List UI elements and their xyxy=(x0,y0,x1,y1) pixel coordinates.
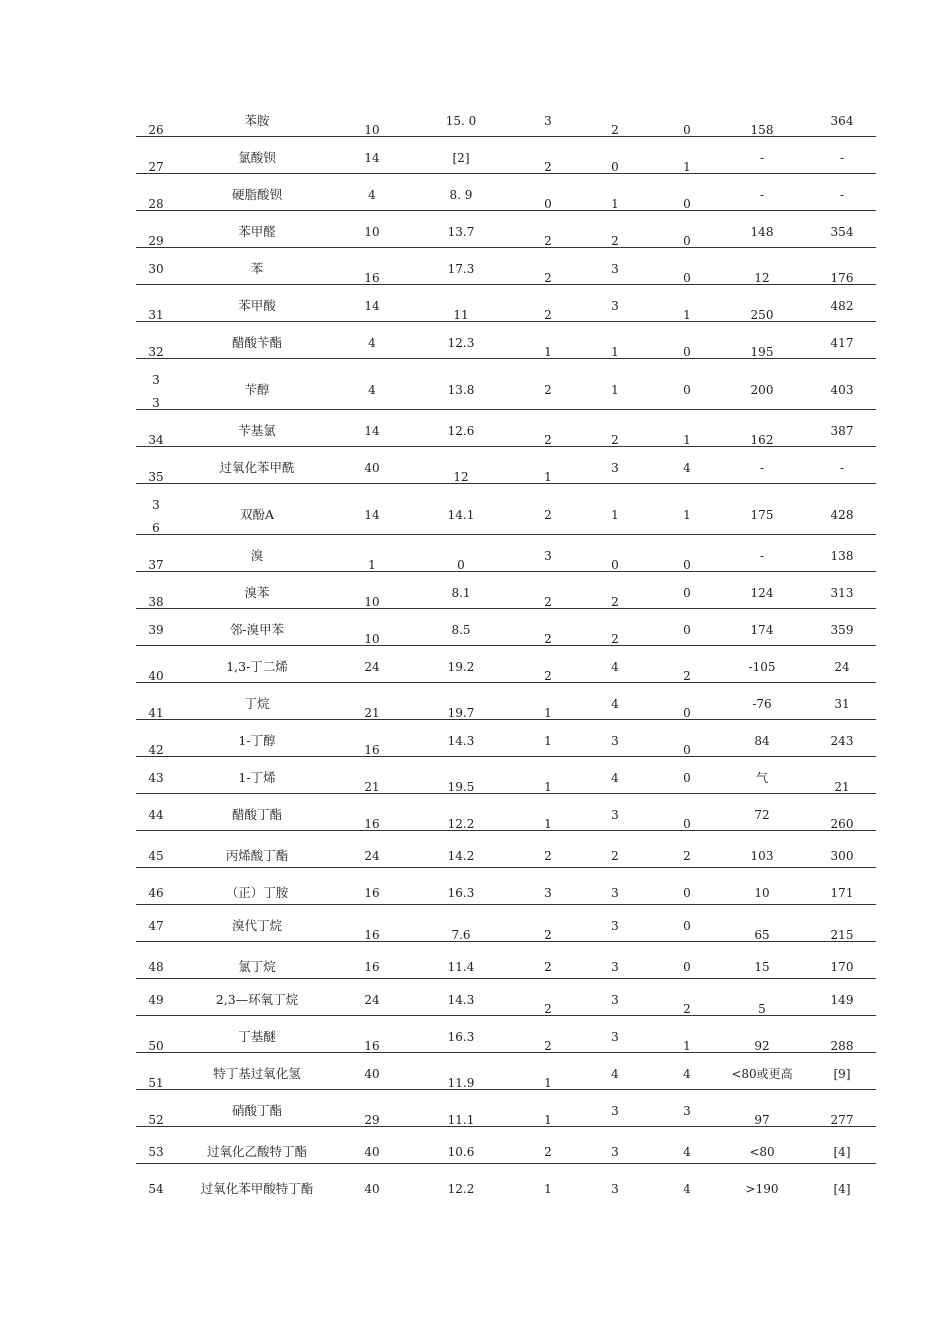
col-value-1: 40 xyxy=(364,461,380,475)
col-value-7: 359 xyxy=(830,623,854,637)
col-value-5: 4 xyxy=(683,1145,691,1159)
col-value-2: 16.3 xyxy=(447,886,475,900)
col-value-3: 1 xyxy=(544,817,552,831)
substance-name: 过氧化乙酸特丁酯 xyxy=(206,1144,308,1159)
col-value-2: 8. 9 xyxy=(449,188,473,202)
col-value-7: [4] xyxy=(833,1145,851,1159)
substance-name: 过氧化苯甲酸特丁酯 xyxy=(200,1181,314,1196)
col-value-1: 40 xyxy=(364,1145,380,1159)
col-value-4: 3 xyxy=(611,461,619,475)
col-value-4: 4 xyxy=(611,1067,619,1081)
row-number: 28 xyxy=(148,197,164,211)
col-value-1: 4 xyxy=(368,188,376,202)
table-row xyxy=(136,359,876,410)
col-value-7: 364 xyxy=(830,114,854,128)
col-value-1: 16 xyxy=(364,817,380,831)
col-value-6: 250 xyxy=(750,308,774,322)
table-row xyxy=(136,831,876,868)
col-value-7: 243 xyxy=(830,734,854,748)
table-row xyxy=(136,248,876,285)
col-value-4: 2 xyxy=(611,595,619,609)
col-value-4: 2 xyxy=(611,632,619,646)
substance-name: 过氧化苯甲酰 xyxy=(219,460,295,475)
col-value-3: 2 xyxy=(544,234,552,248)
col-value-1: 10 xyxy=(364,632,380,646)
substance-name: 丁基醚 xyxy=(238,1029,276,1044)
col-value-2: 14.1 xyxy=(447,508,475,522)
row-number: 39 xyxy=(148,623,164,637)
substance-name: 苯 xyxy=(250,261,264,276)
col-value-6: 195 xyxy=(750,345,774,359)
substance-name: （正）丁胺 xyxy=(225,885,289,900)
col-value-7: 288 xyxy=(830,1039,854,1053)
col-value-4: 2 xyxy=(611,433,619,447)
col-value-6: 174 xyxy=(750,623,774,637)
row-number: 3 xyxy=(152,396,160,410)
substance-name: 苯甲酸 xyxy=(238,298,276,313)
col-value-2: 14.2 xyxy=(447,849,475,863)
col-value-3: 1 xyxy=(544,780,552,794)
col-value-1: 29 xyxy=(364,1113,380,1127)
col-value-7: 149 xyxy=(830,993,854,1007)
col-value-6: 148 xyxy=(750,225,774,239)
row-number: 38 xyxy=(148,595,164,609)
row-number: 45 xyxy=(148,849,164,863)
col-value-6: 10 xyxy=(754,886,770,900)
col-value-3: 2 xyxy=(544,632,552,646)
col-value-1: 16 xyxy=(364,1039,380,1053)
col-value-4: 2 xyxy=(611,849,619,863)
col-value-6: - xyxy=(759,461,765,475)
table-row xyxy=(136,1127,876,1164)
substance-name: 特丁基过氧化氢 xyxy=(213,1066,301,1081)
col-value-7: 31 xyxy=(834,697,850,711)
col-value-4: 3 xyxy=(611,1182,619,1196)
col-value-7: 171 xyxy=(830,886,854,900)
col-value-3: 2 xyxy=(544,595,552,609)
col-value-1: 10 xyxy=(364,595,380,609)
col-value-5: 0 xyxy=(683,586,691,600)
col-value-1: 10 xyxy=(364,225,380,239)
col-value-7: 215 xyxy=(830,928,854,942)
col-value-1: 24 xyxy=(364,849,380,863)
col-value-5: 1 xyxy=(683,1039,691,1053)
col-value-2: 19.2 xyxy=(447,660,475,674)
col-value-5: 4 xyxy=(683,1067,691,1081)
col-value-2: 8.5 xyxy=(451,623,471,637)
col-value-6: - xyxy=(759,549,765,563)
row-number: 44 xyxy=(148,808,164,822)
row-number: 48 xyxy=(148,960,164,974)
substance-name: 醋酸丁酯 xyxy=(231,807,283,822)
col-value-4: 1 xyxy=(611,345,619,359)
substance-name: 1,3-丁二烯 xyxy=(226,659,288,674)
col-value-5: 0 xyxy=(683,886,691,900)
col-value-5: 3 xyxy=(683,1104,691,1118)
col-value-3: 2 xyxy=(544,928,552,942)
table-row xyxy=(136,720,876,757)
col-value-7: 300 xyxy=(830,849,854,863)
col-value-3: 2 xyxy=(544,669,552,683)
table-row xyxy=(136,322,876,359)
col-value-2: 10.6 xyxy=(447,1145,475,1159)
col-value-2: 19.5 xyxy=(447,780,475,794)
col-value-2: 14.3 xyxy=(447,993,475,1007)
col-value-2: 12.2 xyxy=(447,1182,475,1196)
row-number: 26 xyxy=(148,123,164,137)
col-value-3: 2 xyxy=(544,1145,552,1159)
col-value-7: - xyxy=(839,151,845,165)
col-value-6: <80或更高 xyxy=(731,1067,793,1081)
table-row xyxy=(136,757,876,794)
row-number: 53 xyxy=(148,1145,164,1159)
table-row xyxy=(136,447,876,484)
col-value-4: 3 xyxy=(611,808,619,822)
col-value-5: 2 xyxy=(683,1002,691,1016)
col-value-1: 4 xyxy=(368,383,376,397)
row-number: 6 xyxy=(152,521,160,535)
row-number: 3 xyxy=(152,498,160,512)
col-value-3: 1 xyxy=(544,1076,552,1090)
table-row xyxy=(136,646,876,683)
col-value-7: 170 xyxy=(830,960,854,974)
col-value-5: 1 xyxy=(683,508,691,522)
substance-name: 氯酸钡 xyxy=(238,150,276,165)
substance-name: 硝酸丁酯 xyxy=(231,1103,283,1118)
row-number: 37 xyxy=(148,558,164,572)
col-value-4: 3 xyxy=(611,1030,619,1044)
col-value-3: 2 xyxy=(544,383,552,397)
col-value-5: 0 xyxy=(683,123,691,137)
col-value-7: 482 xyxy=(830,299,854,313)
col-value-1: 16 xyxy=(364,960,380,974)
col-value-5: 1 xyxy=(683,308,691,322)
col-value-3: 2 xyxy=(544,160,552,174)
row-number: 31 xyxy=(148,308,164,322)
col-value-3: 2 xyxy=(544,271,552,285)
col-value-4: 3 xyxy=(611,734,619,748)
col-value-3: 2 xyxy=(544,508,552,522)
col-value-6: 15 xyxy=(754,960,770,974)
col-value-5: 0 xyxy=(683,919,691,933)
substance-name: 1-丁醇 xyxy=(238,733,276,748)
substance-name: 苯甲醛 xyxy=(238,224,276,239)
col-value-6: 124 xyxy=(750,586,774,600)
col-value-4: 0 xyxy=(611,558,619,572)
col-value-7: 21 xyxy=(834,780,850,794)
col-value-5: 0 xyxy=(683,960,691,974)
col-value-3: 2 xyxy=(544,308,552,322)
table-row xyxy=(136,1053,876,1090)
col-value-6: 200 xyxy=(750,383,774,397)
table-row xyxy=(136,100,876,137)
table-row xyxy=(136,484,876,535)
col-value-1: 21 xyxy=(364,706,380,720)
col-value-4: 3 xyxy=(611,299,619,313)
col-value-2: 13.7 xyxy=(447,225,475,239)
table-row xyxy=(136,683,876,720)
col-value-5: 0 xyxy=(683,743,691,757)
table-row xyxy=(136,1016,876,1053)
col-value-7: 417 xyxy=(830,336,854,350)
table-row xyxy=(136,137,876,174)
col-value-2: 17.3 xyxy=(447,262,475,276)
row-number: 30 xyxy=(148,262,164,276)
col-value-1: 10 xyxy=(364,123,380,137)
col-value-3: 2 xyxy=(544,1002,552,1016)
col-value-4: 3 xyxy=(611,886,619,900)
col-value-3: 1 xyxy=(544,345,552,359)
col-value-1: 4 xyxy=(368,336,376,350)
col-value-2: 13.8 xyxy=(447,383,475,397)
substance-name: 苄基氯 xyxy=(238,423,276,438)
col-value-3: 0 xyxy=(544,197,552,211)
col-value-6: >190 xyxy=(745,1182,779,1196)
row-number: 49 xyxy=(148,993,164,1007)
col-value-4: 3 xyxy=(611,262,619,276)
col-value-6: 12 xyxy=(754,271,770,285)
col-value-2: 11.9 xyxy=(447,1076,475,1090)
col-value-3: 1 xyxy=(544,706,552,720)
col-value-4: 3 xyxy=(611,919,619,933)
row-number: 52 xyxy=(148,1113,164,1127)
col-value-1: 24 xyxy=(364,660,380,674)
col-value-6: 97 xyxy=(754,1113,770,1127)
table-row xyxy=(136,868,876,905)
row-number: 50 xyxy=(148,1039,164,1053)
col-value-2: 11.4 xyxy=(447,960,475,974)
col-value-1: 14 xyxy=(364,508,380,522)
col-value-1: 16 xyxy=(364,928,380,942)
row-number: 46 xyxy=(148,886,164,900)
col-value-7: 387 xyxy=(830,424,854,438)
substance-name: 溴代丁烷 xyxy=(231,918,283,933)
col-value-6: 162 xyxy=(750,433,774,447)
col-value-6: 92 xyxy=(754,1039,770,1053)
col-value-2: 16.3 xyxy=(447,1030,475,1044)
col-value-6: -76 xyxy=(752,697,772,711)
row-number: 51 xyxy=(148,1076,164,1090)
col-value-3: 1 xyxy=(544,734,552,748)
col-value-3: 2 xyxy=(544,433,552,447)
row-number: 27 xyxy=(148,160,164,174)
col-value-1: 16 xyxy=(364,271,380,285)
col-value-5: 2 xyxy=(683,669,691,683)
col-value-2: 12.2 xyxy=(447,817,475,831)
col-value-1: 40 xyxy=(364,1182,380,1196)
col-value-2: 19.7 xyxy=(447,706,475,720)
col-value-4: 3 xyxy=(611,993,619,1007)
col-value-4: 0 xyxy=(611,160,619,174)
col-value-7: 260 xyxy=(830,817,854,831)
col-value-6: 84 xyxy=(754,734,770,748)
col-value-3: 3 xyxy=(544,886,552,900)
substance-name: 丁烷 xyxy=(244,696,270,711)
col-value-6: 气 xyxy=(755,771,769,785)
col-value-1: 16 xyxy=(364,743,380,757)
col-value-6: 72 xyxy=(754,808,770,822)
substance-name: 氯丁烷 xyxy=(238,959,276,974)
col-value-3: 2 xyxy=(544,960,552,974)
col-value-4: 4 xyxy=(611,697,619,711)
col-value-5: 0 xyxy=(683,345,691,359)
col-value-5: 2 xyxy=(683,849,691,863)
col-value-2: [2] xyxy=(452,151,470,165)
row-number: 35 xyxy=(148,470,164,484)
col-value-4: 2 xyxy=(611,234,619,248)
substance-name: 苯胺 xyxy=(244,113,270,128)
col-value-7: 277 xyxy=(830,1113,854,1127)
col-value-1: 24 xyxy=(364,993,380,1007)
col-value-2: 8.1 xyxy=(451,586,471,600)
col-value-4: 1 xyxy=(611,197,619,211)
table-row xyxy=(136,979,876,1016)
col-value-5: 0 xyxy=(683,817,691,831)
col-value-5: 1 xyxy=(683,433,691,447)
table-row xyxy=(136,794,876,831)
row-number: 29 xyxy=(148,234,164,248)
col-value-1: 40 xyxy=(364,1067,380,1081)
col-value-7: 313 xyxy=(830,586,854,600)
col-value-3: 2 xyxy=(544,849,552,863)
col-value-3: 1 xyxy=(544,1113,552,1127)
col-value-7: [4] xyxy=(833,1182,851,1196)
row-number: 42 xyxy=(148,743,164,757)
col-value-3: 3 xyxy=(544,114,552,128)
row-number: 41 xyxy=(148,706,164,720)
col-value-4: 1 xyxy=(611,508,619,522)
col-value-5: 0 xyxy=(683,558,691,572)
col-value-1: 14 xyxy=(364,151,380,165)
col-value-7: [9] xyxy=(833,1067,851,1081)
col-value-3: 1 xyxy=(544,470,552,484)
table-row xyxy=(136,211,876,248)
col-value-3: 2 xyxy=(544,1039,552,1053)
table-row xyxy=(136,535,876,572)
col-value-1: 1 xyxy=(368,558,376,572)
col-value-4: 3 xyxy=(611,960,619,974)
row-number: 43 xyxy=(148,771,164,785)
substance-name: 双酚A xyxy=(239,507,275,522)
col-value-4: 2 xyxy=(611,123,619,137)
col-value-7: 138 xyxy=(830,549,854,563)
col-value-5: 0 xyxy=(683,706,691,720)
table-row xyxy=(136,174,876,211)
col-value-6: 158 xyxy=(750,123,774,137)
col-value-2: 12 xyxy=(453,470,469,484)
col-value-5: 0 xyxy=(683,771,691,785)
col-value-1: 14 xyxy=(364,299,380,313)
substance-name: 1-丁烯 xyxy=(238,770,276,785)
substance-name: 醋酸苄酯 xyxy=(231,335,283,350)
col-value-2: 12.3 xyxy=(447,336,475,350)
col-value-1: 16 xyxy=(364,886,380,900)
col-value-7: 24 xyxy=(834,660,850,674)
col-value-2: 11.1 xyxy=(447,1113,475,1127)
col-value-6: - xyxy=(759,151,765,165)
row-number: 54 xyxy=(148,1182,164,1196)
substance-name: 苄醇 xyxy=(244,382,270,397)
col-value-5: 4 xyxy=(683,461,691,475)
col-value-4: 3 xyxy=(611,1104,619,1118)
col-value-1: 21 xyxy=(364,780,380,794)
col-value-4: 4 xyxy=(611,771,619,785)
substance-name: 溴苯 xyxy=(244,585,270,600)
col-value-2: 14.3 xyxy=(447,734,475,748)
col-value-2: 15. 0 xyxy=(445,114,477,128)
col-value-7: 354 xyxy=(830,225,854,239)
col-value-6: - xyxy=(759,188,765,202)
col-value-5: 0 xyxy=(683,383,691,397)
substance-name: 溴 xyxy=(250,548,264,563)
col-value-6: 175 xyxy=(750,508,774,522)
col-value-3: 1 xyxy=(544,1182,552,1196)
col-value-7: 176 xyxy=(830,271,854,285)
col-value-5: 4 xyxy=(683,1182,691,1196)
substance-name: 丙烯酸丁酯 xyxy=(225,848,289,863)
hazard-data-table xyxy=(136,100,876,1208)
col-value-4: 1 xyxy=(611,383,619,397)
col-value-6: 103 xyxy=(750,849,774,863)
col-value-3: 3 xyxy=(544,549,552,563)
table-row xyxy=(136,942,876,979)
col-value-7: - xyxy=(839,188,845,202)
col-value-4: 4 xyxy=(611,660,619,674)
col-value-5: 0 xyxy=(683,234,691,248)
table-row xyxy=(136,1164,876,1208)
row-number: 40 xyxy=(148,669,164,683)
substance-name: 邻-溴甲苯 xyxy=(229,622,285,637)
col-value-2: 0 xyxy=(457,558,465,572)
col-value-5: 0 xyxy=(683,197,691,211)
col-value-6: <80 xyxy=(749,1145,775,1159)
table-row xyxy=(136,1090,876,1127)
col-value-6: 65 xyxy=(754,928,770,942)
col-value-6: -105 xyxy=(748,660,776,674)
table-row xyxy=(136,572,876,609)
table-row xyxy=(136,410,876,447)
table-row xyxy=(136,285,876,322)
col-value-7: 428 xyxy=(830,508,854,522)
row-number: 47 xyxy=(148,919,164,933)
row-number: 3 xyxy=(152,373,160,387)
col-value-7: 403 xyxy=(830,383,854,397)
col-value-2: 12.6 xyxy=(447,424,475,438)
substance-name: 硬脂酸钡 xyxy=(231,187,283,202)
col-value-5: 0 xyxy=(683,271,691,285)
col-value-5: 1 xyxy=(683,160,691,174)
col-value-2: 11 xyxy=(453,308,469,322)
col-value-1: 14 xyxy=(364,424,380,438)
table-row xyxy=(136,905,876,942)
col-value-7: - xyxy=(839,461,845,475)
substance-name: 2,3—环氧丁烷 xyxy=(215,992,299,1007)
col-value-5: 0 xyxy=(683,623,691,637)
row-number: 34 xyxy=(148,433,164,447)
row-number: 32 xyxy=(148,345,164,359)
col-value-4: 3 xyxy=(611,1145,619,1159)
col-value-6: 5 xyxy=(758,1002,766,1016)
table-row xyxy=(136,609,876,646)
col-value-2: 7.6 xyxy=(451,928,471,942)
